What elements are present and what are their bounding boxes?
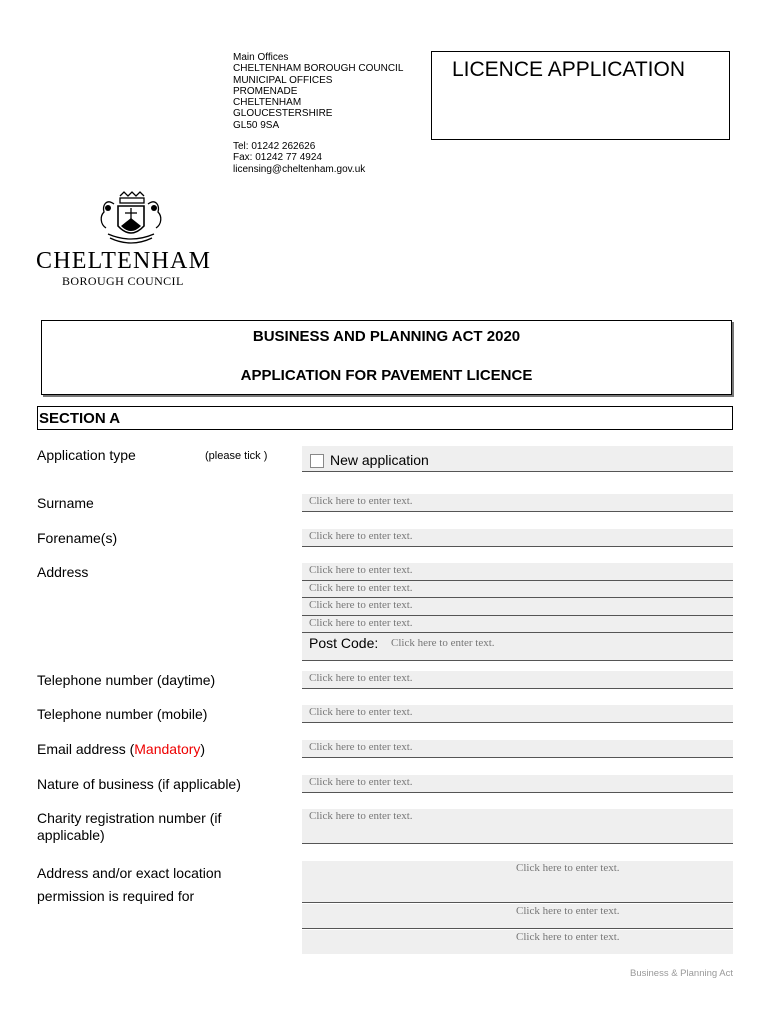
email-placeholder: Click here to enter text. — [309, 741, 413, 753]
postcode-label: Post Code: — [309, 635, 379, 651]
surname-input[interactable] — [302, 494, 733, 512]
tel-daytime-label: Telephone number (daytime) — [37, 672, 216, 688]
tick-note: (please tick ) — [205, 450, 268, 462]
mandatory-marker: Mandatory — [134, 741, 201, 757]
council-logo — [36, 190, 226, 290]
address-line: GL50 9SA — [233, 119, 280, 131]
address-line: CHELTENHAM BOROUGH COUNCIL — [233, 63, 404, 75]
address-line4-input[interactable] — [302, 616, 733, 633]
address-line2-input[interactable] — [302, 581, 733, 598]
location-label-line1: Address and/or exact location — [37, 865, 222, 881]
act-title: BUSINESS AND PLANNING ACT 2020 — [252, 328, 521, 345]
address-line: MUNICIPAL OFFICES — [233, 74, 333, 86]
new-application-label: New application — [330, 452, 429, 468]
nature-of-business-input[interactable] — [302, 775, 733, 793]
telephone: Tel: 01242 262626 — [233, 141, 316, 152]
charity-number-placeholder: Click here to enter text. — [309, 810, 413, 822]
address-line1-placeholder: Click here to enter text. — [309, 564, 413, 576]
email-input[interactable] — [302, 740, 733, 758]
new-application-option[interactable] — [310, 452, 429, 468]
logo-name: CHELTENHAM — [36, 248, 212, 274]
surname-placeholder: Click here to enter text. — [309, 495, 413, 507]
tel-mobile-label: Telephone number (mobile) — [37, 706, 208, 722]
fax: Fax: 01242 77 4924 — [233, 152, 322, 164]
form-heading-box — [41, 320, 732, 395]
application-title: APPLICATION FOR PAVEMENT LICENCE — [240, 367, 533, 384]
charity-number-label — [37, 810, 221, 844]
email: licensing@cheltenham.gov.uk — [233, 163, 366, 175]
application-type-field — [302, 446, 733, 472]
charity-label-line2: applicable) — [37, 827, 105, 843]
section-header — [37, 406, 733, 430]
email-label-text: Email address ( — [37, 741, 135, 757]
tel-daytime-input[interactable] — [302, 671, 733, 689]
nature-of-business-label: Nature of business (if applicable) — [37, 776, 241, 792]
coat-of-arms-icon — [36, 190, 226, 250]
address-line: GLOUCESTERSHIRE — [233, 108, 333, 120]
address-line3-input[interactable] — [302, 598, 733, 616]
email-label — [37, 741, 205, 758]
location-line1-placeholder: Click here to enter text. — [516, 862, 620, 874]
council-contact — [233, 141, 365, 175]
surname-label: Surname — [37, 495, 94, 511]
location-label-line2: permission is required for — [37, 888, 195, 904]
application-type-label: Application type — [37, 447, 136, 463]
email-label-close: ) — [200, 741, 206, 757]
address-line2-placeholder: Click here to enter text. — [309, 582, 413, 594]
footer-text: Business & Planning Act — [630, 968, 733, 979]
nature-of-business-placeholder: Click here to enter text. — [309, 776, 413, 788]
address-label: Address — [37, 564, 89, 580]
forenames-label: Forename(s) — [37, 530, 118, 546]
forenames-input[interactable] — [302, 529, 733, 547]
document-title-box — [431, 51, 730, 140]
postcode-placeholder: Click here to enter text. — [391, 637, 495, 649]
address-line1-input[interactable] — [302, 563, 733, 581]
address-line: Main Offices — [233, 52, 289, 63]
postcode-field[interactable] — [302, 633, 733, 661]
location-line2-input[interactable] — [302, 904, 733, 929]
logo-subtitle: BOROUGH COUNCIL — [62, 274, 184, 288]
address-line4-placeholder: Click here to enter text. — [309, 617, 413, 629]
tel-mobile-placeholder: Click here to enter text. — [309, 706, 413, 718]
address-line: CHELTENHAM — [233, 97, 302, 109]
location-label — [37, 862, 221, 908]
forenames-placeholder: Click here to enter text. — [309, 530, 413, 542]
address-line3-placeholder: Click here to enter text. — [309, 599, 413, 611]
address-line: PROMENADE — [233, 85, 298, 97]
location-line3-input[interactable] — [302, 930, 733, 954]
section-title: SECTION A — [39, 410, 121, 427]
location-line1-input[interactable] — [302, 861, 733, 903]
charity-label-line1: Charity registration number (if — [37, 810, 222, 826]
document-title: LICENCE APPLICATION — [452, 58, 686, 81]
tel-mobile-input[interactable] — [302, 705, 733, 723]
location-line3-placeholder: Click here to enter text. — [516, 931, 620, 943]
charity-number-input[interactable] — [302, 809, 733, 844]
location-line2-placeholder: Click here to enter text. — [516, 905, 620, 917]
new-application-checkbox[interactable] — [310, 454, 324, 468]
tel-daytime-placeholder: Click here to enter text. — [309, 672, 413, 684]
council-address — [233, 52, 403, 131]
